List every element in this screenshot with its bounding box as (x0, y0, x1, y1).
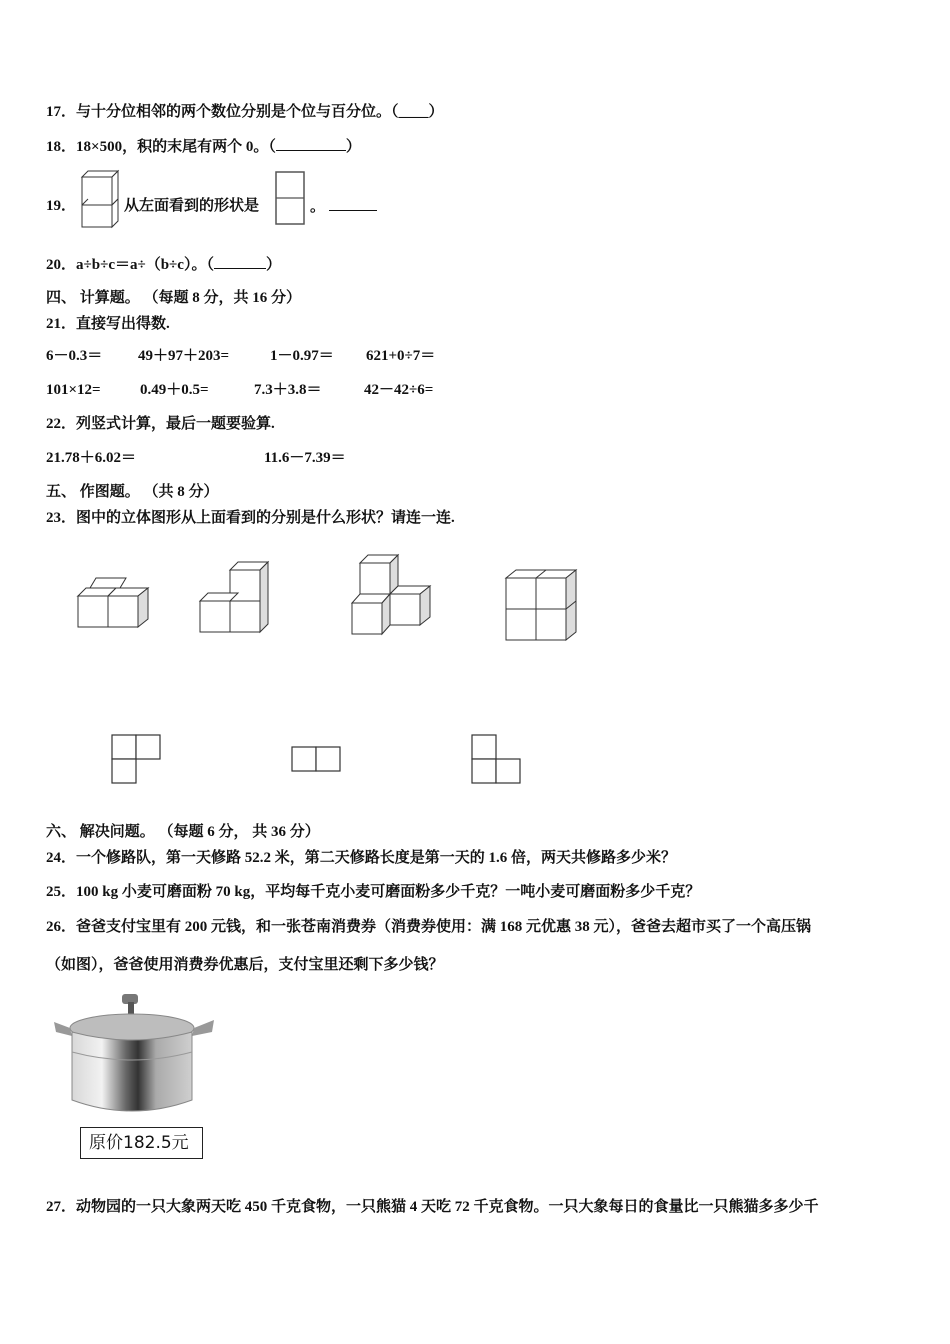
question-19-end (310, 196, 377, 217)
question-text: 动物园的一只大象两天吃 450 千克食物，一只熊猫 4 天吃 72 千克食物。一只大象每日的食量比一只熊猫多多少千 (76, 1199, 819, 1215)
bracket-close: ） (345, 139, 361, 155)
pressure-cooker-image (50, 992, 220, 1122)
answer-blank: ____ (398, 104, 429, 120)
stacked-cubes-figure (78, 169, 122, 229)
top-view-shape-2 (291, 746, 343, 774)
answer-blank (329, 196, 377, 211)
question-23 (46, 508, 455, 528)
question-25 (46, 882, 700, 902)
question-text: 从左面看到的形状是 (124, 198, 260, 214)
question-19 (46, 196, 76, 216)
answer-blank (214, 254, 266, 269)
question-text-line-1: 爸爸支付宝里有 200 元钱，和一张苍南消费券（消费券使用：满 168 元优惠 38 元），爸爸去超市买了一个高压锅 (76, 919, 812, 935)
question-19-text (124, 196, 259, 216)
solid-figure-3 (350, 553, 434, 637)
question-text: a÷b÷c＝a÷（b÷c）。（ (76, 257, 214, 273)
question-text: 。 (310, 199, 326, 215)
expression: 6－0.3＝ (46, 348, 103, 364)
expression: 11.6－7.39＝ (264, 450, 346, 466)
question-number: 19． (46, 198, 77, 214)
question-26 (46, 917, 811, 937)
expression: 101×12= (46, 382, 101, 398)
side-view-shape (275, 171, 307, 227)
question-number: 26． (46, 919, 77, 935)
question-text: 列竖式计算，最后一题要验算. (76, 416, 275, 432)
question-number: 18． (46, 139, 77, 155)
question-number: 24． (46, 850, 77, 866)
question-number: 27． (46, 1199, 77, 1215)
solid-figure-1 (76, 576, 150, 630)
bracket-close: ） (428, 104, 444, 120)
solid-figure-4 (504, 568, 578, 642)
question-27 (46, 1197, 819, 1217)
question-21 (46, 314, 170, 334)
question-text: 与十分位相邻的两个数位分别是个位与百分位。（ (76, 104, 399, 120)
top-view-shape-3 (471, 734, 523, 786)
section-6-title: 六、 解决问题。 （每题 6 分， 共 36 分） (46, 824, 320, 840)
question-text: 图中的立体图形从上面看到的分别是什么形状？请连一连. (76, 510, 455, 526)
expression: 1－0.97＝ (270, 348, 334, 364)
question-26-line-2: （如图），爸爸使用消费券优惠后，支付宝里还剩下多少钱？ (46, 957, 444, 973)
question-17 (46, 102, 444, 122)
solid-figure-2 (198, 560, 272, 634)
price-label: 原价182.5元 (80, 1127, 203, 1159)
expression: 7.3＋3.8＝ (254, 382, 322, 398)
expression: 21.78＋6.02＝ (46, 450, 137, 466)
question-number: 22． (46, 416, 77, 432)
question-number: 17． (46, 104, 77, 120)
answer-blank (276, 136, 346, 151)
section-5-title: 五、 作图题。 （共 8 分） (46, 484, 219, 500)
question-text: 直接写出得数. (76, 316, 170, 332)
question-text: 100 kg 小麦可磨面粉 70 kg，平均每千克小麦可磨面粉多少千克？一吨小麦可磨面粉多少千克？ (76, 884, 701, 900)
question-22 (46, 414, 275, 434)
section-4-title: 四、 计算题。 （每题 8 分，共 16 分） (46, 290, 302, 306)
expression: 42－42÷6= (364, 382, 434, 398)
question-number: 21． (46, 316, 77, 332)
question-text: 一个修路队，第一天修路 52.2 米，第二天修路长度是第一天的 1.6 倍，两天共修路多少米？ (76, 850, 677, 866)
question-24 (46, 848, 676, 868)
expression: 49＋97＋203= (138, 348, 230, 364)
expression: 621+0÷7＝ (366, 348, 436, 364)
question-number: 20． (46, 257, 77, 273)
question-20 (46, 254, 281, 275)
question-number: 23． (46, 510, 77, 526)
expression: 0.49＋0.5= (140, 382, 209, 398)
question-18 (46, 136, 361, 157)
question-number: 25． (46, 884, 77, 900)
bracket-close: ） (265, 257, 281, 273)
top-view-shape-1 (111, 734, 163, 786)
question-text: 18×500，积的末尾有两个 0。（ (76, 139, 276, 155)
